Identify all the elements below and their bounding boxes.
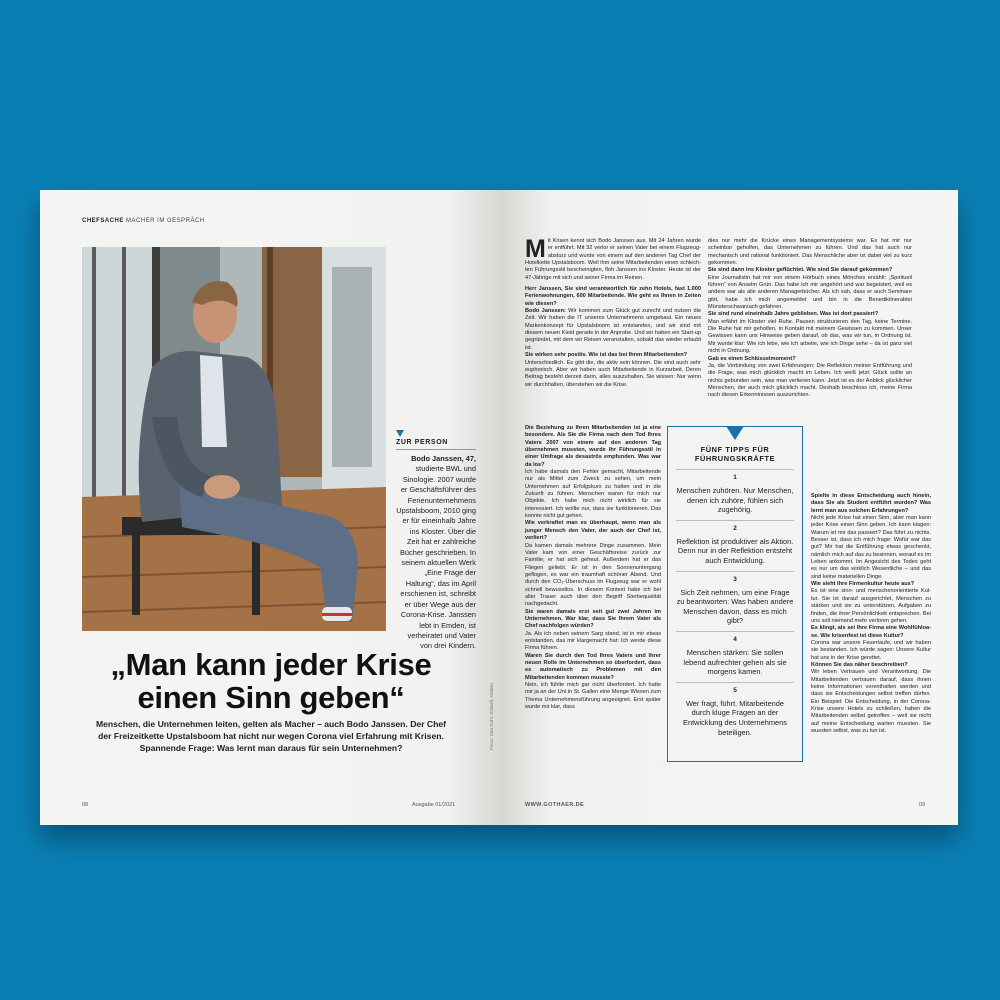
about-person-box xyxy=(396,430,476,652)
photo-credit: Fotos: Dan Guhl, Schnell, Kirdem xyxy=(489,683,494,750)
article-dek: Menschen, die Unternehmen leiten, gelten als Macher – auch Bodo Janssen. Der Chef der Freizeitkette Upstalsboom hat nicht nur wegen Corona viel Erfahrung mit Krisen. Spannende Frage: Was lernt man daraus für sein Unternehmen? xyxy=(95,719,447,753)
triangle-marker-icon xyxy=(396,430,404,437)
left-page xyxy=(40,190,499,825)
page-number-left: 08 xyxy=(82,802,89,808)
magazine-spread xyxy=(40,190,958,825)
drop-cap: M xyxy=(525,235,546,263)
article-column-3: Spielte in diese Entscheidung auch hinein, dass Sie als Student entführt wurden? Was lernt man aus solchen Erfahrungen? Nicht jede Krise hat einen Sinn, aber man kann jeder Krise einen Sinn geben. Ich kann klagen: Warum ist mir das passiert? Das führt zu nichts. Besser ist, dass ich mich frage: Wofür war das gut? Mir hat die Entführung etwas geschenkt, nämlich mich auf das zu besinnen, worauf es im Leben ankommt. Im Angesicht des Todes geht es nur um das wirklich Wesentliche – und das sind keine materiellen Dinge. Wie sieht Ihre Firmenkultur heute aus? Es ist eine sinn- und menschenorientierte Kultur. Sie ist darauf ausgerichtet, Menschen zu stärken und sie zu unterstützen, Aufgaben zu finden, die ihrer Persönlichkeit entsprechen. Bei uns soll niemand mehr verloren gehen. Es klingt, als sei Ihre Firma eine Wohlfühloase. Wie krisenfest ist diese Kultur? Corona war unsere Feuertaufe, und wir haben sie bestanden. Ich würde sagen: Unsere Kultur hat uns in der Krise gerettet. Können Sie das näher beschreiben? Wir leben Vertrauen und Verantwortung. Die Mitarbeitenden vertrauen darauf, dass ihnen keine Informationen vorenthalten werden und dass sie Entscheidungen selbst treffen dürfen. Ein Beispiel: Die Entscheidung, in der Corona-Krise unsere Hotels zu schließen, haben die Mitarbeitenden selbst getroffen – weil sie nicht auf meine Entscheidung warten mussten. Sie wussten selbst, was zu tun ist. xyxy=(811,493,931,734)
website-label: WWW.GOTHAER.DE xyxy=(525,802,585,808)
sidebar-text: Bodo Janssen, 47, studierte BWL und Sinologie. 2007 wurde er Geschäftsführer des Ferienunternehmens Upstalsboom, 2010 ging er für eineinhalb Jahre ins Kloster. Über die Zeit hat er zahlreiche Bücher geschrieben. In seinem aktuellen Werk „Eine Frage der Haltung“, das im April erschienen ist, schreibt er über Wege aus der Corona-Krise. Janssen lebt in Emden, ist verheiratet und Vater von drei Kindern. xyxy=(396,454,476,651)
tips-title: FÜNF TIPPS FÜR FÜHRUNGSKRÄFTE xyxy=(694,445,776,463)
right-page xyxy=(499,190,958,825)
tip-item: 5 Wer fragt, führt. Mitarbeitende durch kluge Fragen an der Entwicklung des Unternehmens beteiligen. xyxy=(676,682,794,742)
article-column-2: dies nur mehr die Krücke eines Managementsystems war. Es hat mir nur scheinbar geholfen, das Unternehmen zu führen. Und das hat auch nur mechanisch und rational funktioniert. Das Menschliche aber ist dabei viel zu kurz gekommen. Sie sind dann ins Kloster geflüchtet. Wie sind Sie darauf gekommen? Eine Journalistin hat mir von einem Hörbuch eines Mönches erzählt: „Spiritueil führen“ von Anselm Grün. Das habe ich mir angehört und war begeistert, weil es anders war als alle anderen Managerbücher. Als ich sah, dass er auch Seminare gibt, habe ich mich angemeldet und bin in die Benediktinerabtei Münsterschwarzach gefahren. Sie sind rund eineinhalb Jahre geblieben. Was ist dort passiert? Man erfährt im Kloster viel Ruhe. Pausen strukturieren den Tag, keine Termine. Die Ruhe hat mir geholfen, in Kontakt mit meinem Gewissen zu kommen. Unser Gewissen kann uns Hinweise geben darauf, ob das, was wir tun, in Ordnung ist. Mir wurde klar: Wie ich lebe, wie ich arbeite, wie ich Dinge sehe – da ist ganz viel nicht in Ordnung. Gab es einen Schlüsselmoment? Ja, die Verbindung von zwei Erfahrungen: Die Reflektion meiner Entführung und die Frage, was mich glücklich macht im Leben. Ich weiß jetzt: Glück sollte an nichts gebunden sein, was man verlieren kann. Jetzt ist es der Anblick glücklicher Menschen, der auch mich glücklich macht. Deshalb beschloss ich, meine Firma nach diesen Erkenntnissen auszurichten. xyxy=(708,238,912,399)
tip-item: 3 Sich Zeit nehmen, um eine Frage zu beantworten: Was haben andere Menschen davon, dass es mich gibt? xyxy=(676,571,794,631)
leadership-tips-box xyxy=(667,426,803,762)
portrait-photo xyxy=(82,247,386,631)
article-column-1-bottom: Die Beziehung zu Ihren Mitarbeitenden ist ja eine besondere. Als Sie die Firma nach dem Tod Ihres Vaters 2007 von einem auf den anderen Tag übernehmen mussten, wurde Ihr Führungsstil in einer Umfrage als desaströs empfunden. Was war da los? Ich habe damals den Fehler gemacht, Mitarbeitende nur als Mittel zum Zweck zu sehen, um mein Unternehmen auf Erfolgskurs zu halten und in die Zukunft zu führen. Menschen waren für mich nur Objekte. Ich habe mich nicht wirklich für sie interessiert. Ich wollte nur, dass sie funktionieren. Das konnte nicht gut gehen. Wie verkraftet man es überhaupt, wenn man als junger Mensch den Vater, der auch der Chef ist, verliert? Da kamen damals mehrere Dinge zusammen. Mein Vater kam von einer Geschäftsreise zurück zur Familie; er hat sich gefreut. Außerdem hat er das Fliegen geliebt. Er ist in den Sonnenuntergang geflogen, es war ein traumhaft schöner Abend. Und durch den CO₂-Überschuss im Flugzeug war er wohl schnell bewusstlos. In diesem Kontext habe ich bei aller Trauer auch über den Begriff Sterbequalität nachgedacht. Sie waren damals erst seit gut zwei Jahren im Unternehmen. War klar, dass Sie Ihrem Vater als Chef nachfolgen würden? Ja. Als ich neben seinem Sarg stand, ist in mir etwas entstanden, das mir klargemacht hat: Ich werde diese Firma führen. Waren Sie durch den Tod Ihres Vaters und Ihrer neuen Rolle im Unternehmen so überfordert, dass es automatisch zu Problemen mit den Mitarbeitenden kommen musste? Nein, ich fühlte mich gar nicht überfordert. Ich hatte mir ja an der Uni in St. Gallen eine Menge Wissen zum Thema Unternehmensführung angeeignet. Erst später wurde mir klar, dass xyxy=(525,425,661,711)
sidebar-heading: ZUR PERSON xyxy=(396,439,476,450)
running-head: CHEFSACHE MACHER IM GESPRÄCH xyxy=(82,218,205,224)
issue-label: Ausgabe 01/2021 xyxy=(412,802,456,808)
tip-item: 2 Reflektion ist produktiver als Aktion. Denn nur in der Reflektion entsteht auch Entwicklung. xyxy=(676,520,794,571)
triangle-marker-icon xyxy=(726,426,744,440)
tip-item: 4 Menschen stärken: Sie sollen lebend aufrechter gehen als sie morgens kamen. xyxy=(676,631,794,682)
article-column-1-top: Mit Krisen kennt sich Bodo Janssen aus. Mit 24 Jahren wurde er entführt. Mit 32 verlor er seinen Vater bei einem Flugzeugabsturz und wurde von einem auf den anderen Tag Chef der Hotelkette Upstalsboom. Weil ihm seine Mitarbeitenden einen schlechten Führungsstil bescheinigten, floh Janssen ins Kloster. Heute ist der 47-Jährige mit sich und seiner Firma im Reinen. Herr Janssen, Sie sind verantwortlich für zehn Hotels, fast 1.000 Ferienwohnungen, 600 Mitarbeitende. Wie geht es Ihnen in Zeiten wie diesen? Bodo Janssen: Wir kommen zum Glück gut zurecht und nutzen die Zeit. Wir haben die IT unseres Unternehmens umgebaut. Ein neues Markenkonzept für Upstalsboom ist entstanden, und wir sind mit diesem neuen Kleid gerade in der Anprobe. Und wir haben ein Start-up gegründet, mit dem wir Reisen veranstalten, sobald das wieder erlaubt ist. Sie wirken sehr positiv. Wie ist das bei Ihren Mitarbeitenden? Unterschiedlich. Es gibt die, die aktiv sein können. Die sind auch sehr euphorisch. Aber wir haben auch Mitarbeitende in Kurzarbeit. Deren Beitrag besteht derzeit darin, alles auszuhalten. Sie wissen: Nur wenn wir durchhalten, überstehen wir die Krise. xyxy=(525,235,701,388)
page-number-right: 09 xyxy=(919,802,926,808)
tip-item: 1 Menschen zuhören. Nur Menschen, denen ich zuhöre, fühlen sich zugehörig. xyxy=(676,469,794,520)
article-headline: „Man kann jeder Krise einen Sinn geben“ xyxy=(110,647,432,715)
